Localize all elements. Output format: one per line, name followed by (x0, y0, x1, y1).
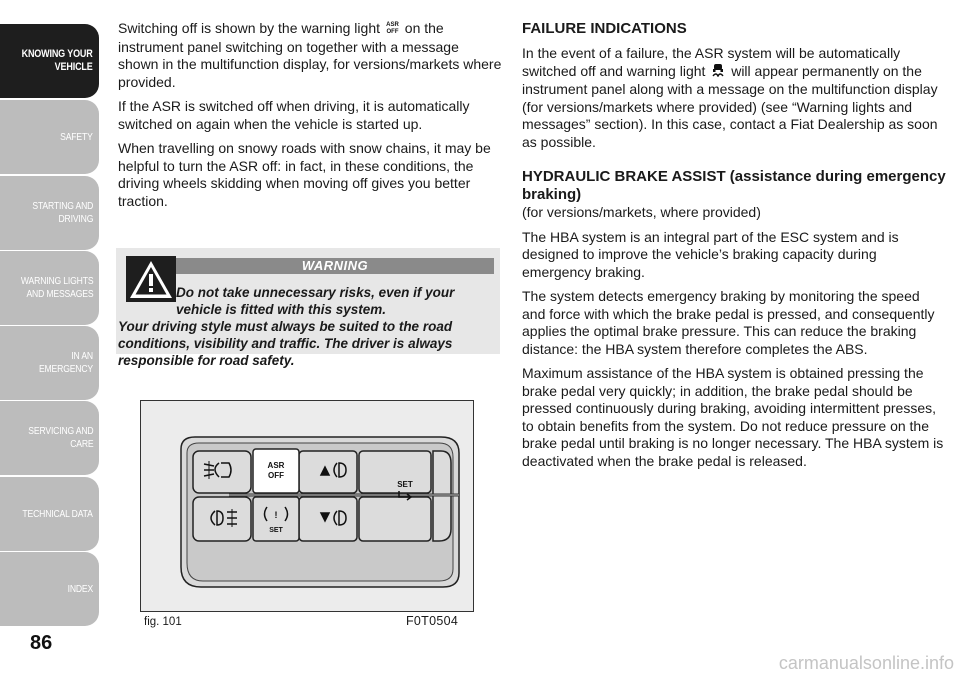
svg-text:ASR: ASR (386, 22, 399, 29)
tab-knowing-your-vehicle[interactable]: KNOWING YOUR VEHICLE (0, 24, 99, 98)
page-number: 86 (30, 632, 53, 654)
svg-text:OFF: OFF (386, 29, 399, 35)
right-column (522, 20, 946, 477)
esc-warning-icon (711, 63, 725, 82)
paragraph-hba-detection: The system detects emergency braking by monitoring the speed and force with which the brake pedal is pressed, and consequently applies the optimal brake pressure. This can reduce the braking distance: the HBA system therefore completes the ABS. (522, 288, 935, 357)
tab-warning-lights[interactable]: WARNING LIGHTS AND MESSAGES (0, 251, 99, 325)
paragraph-asr-off: Switching off is shown by the warning light ASR OFF on the instrument panel switching on together with a message shown in the multifunction display, for versions/markets where provided. (118, 20, 502, 90)
figure-caption: fig. 101 (144, 616, 182, 628)
heading-hba: HYDRAULIC BRAKE ASSIST (assistance during emergency braking) (522, 168, 946, 204)
svg-text:!: ! (274, 510, 278, 520)
set-button-label: SET (397, 480, 413, 489)
asr-button-label-top: ASR (267, 461, 285, 470)
tab-technical-data[interactable]: TECHNICAL DATA (0, 477, 99, 551)
heading-failure-indications: FAILURE INDICATIONS (522, 20, 687, 37)
tab-servicing-and-care[interactable]: SERVICING AND CARE (0, 401, 99, 475)
spacer (522, 158, 946, 168)
warning-box (116, 248, 500, 368)
warning-heading: WARNING (176, 258, 494, 274)
tpms-set-label: SET (269, 527, 283, 534)
warning-text: Do not take unnecessary risks, even if your vehicle is fitted with this system. Your driving style must always be suited to the road conditions, visibility and traffic. The driver is always responsible for road safety. (118, 285, 455, 368)
paragraph-asr-restart: If the ASR is switched off when driving, it is automatically switched on again when the vehicle is started up. (118, 98, 470, 132)
tab-index[interactable]: INDEX (0, 552, 99, 626)
asr-button-label-bottom: OFF (268, 471, 284, 480)
paragraph-hba-intro: The HBA system is an integral part of the ESC system and is designed to improve the vehicle’s braking capacity during emergency braking. (522, 228, 899, 280)
tab-safety[interactable]: SAFETY (0, 100, 99, 174)
paragraph-hba-usage: Maximum assistance of the HBA system is obtained pressing the brake pedal very quickly; in addition, the brake pedal should be pressed continuously during braking, avoiding intermittent presses, to obtain benefits from the system. Do not reduce pressure on the brake pedal until braking is no longer necessary. The HBA system is deactivated when the brake pedal is released. (522, 365, 944, 469)
paragraph-snow-chains: When travelling on snowy roads with snow chains, it may be helpful to turn the ASR off: in fact, in these conditions, the driving wheels skidding when moving off gives you better traction. (118, 140, 491, 209)
subheading-hba: (for versions/markets, where provided) (522, 204, 761, 221)
left-column (118, 20, 502, 217)
watermark: carmanualsonline.info (778, 653, 954, 673)
asr-off-warning-icon (386, 20, 399, 39)
tab-in-an-emergency[interactable]: IN AN EMERGENCY (0, 326, 99, 400)
paragraph-failure: In the event of a failure, the ASR system will be automatically switched off and warning light will appear permanently on the instrument panel along with a message on the multifunction display (for versions/markets where provided) (see “Warning lights and messages” section). In this case, contact a Fiat Dealership as soon as possible. (522, 45, 938, 150)
tab-starting-and-driving[interactable]: STARTING AND DRIVING (0, 176, 99, 250)
figure-code: F0T0504 (406, 614, 459, 628)
figure-switch-panel (140, 400, 474, 612)
